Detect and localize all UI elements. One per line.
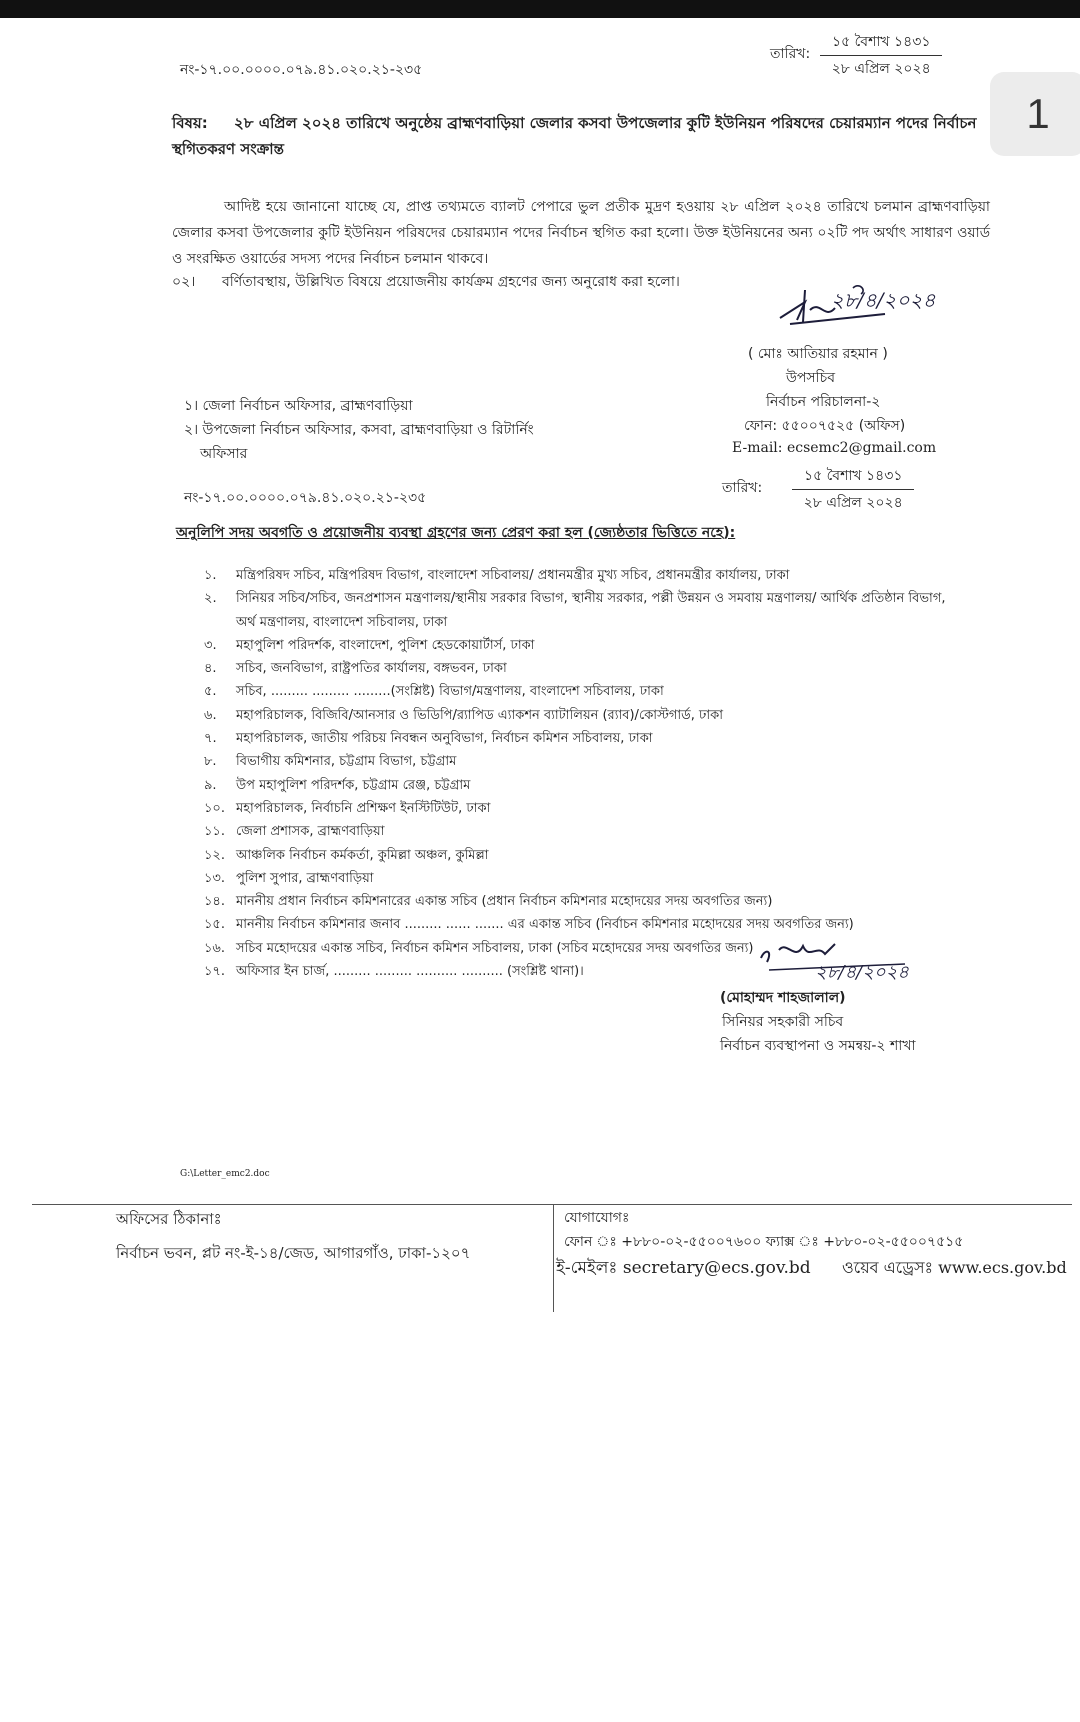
memo-2-ref-number: নং-১৭.০০.০০০০.০৭৯.৪১.০২০.২১-২৩৫ [184,490,427,506]
cc-item: ১০. মহাপরিচালক, নির্বাচনি প্রশিক্ষণ ইনস্টিটিউট, ঢাকা [204,800,491,816]
footer-address: নির্বাচন ভবন, প্লট নং-ই-১৪/জেড, আগারগাঁও, ঢাকা-১২০৭ [116,1244,471,1262]
cc-item: ২. সিনিয়র সচিব/সচিব, জনপ্রশাসন মন্ত্রণালয়/স্থানীয় সরকার বিভাগ, স্থানীয় সরকার, পল্লী উন্নয়ন ও সমবায় মন্ত্রণালয়/ আর্থিক প্রতিষ্ঠান বিভাগ, [204,591,946,607]
signatory-2-department: নির্বাচন ব্যবস্থাপনা ও সমন্বয়-২ শাখা [720,1038,916,1054]
footer-website: ওয়েব এড্রেসঃ www.ecs.gov.bd [842,1258,1067,1277]
cc-list [204,564,1024,983]
cc-item: ১৭. অফিসার ইন চার্জ, ......... ......... .......... .......... (সংশ্লিষ্ট থানা)। [204,964,584,980]
signatory-2-title: সিনিয়র সহকারী সচিব [722,1014,844,1030]
cc-item: ১. মন্ত্রিপরিষদ সচিব, মন্ত্রিপরিষদ বিভাগ, বাংলাদেশ সচিবালয়/ প্রধানমন্ত্রীর মুখ্য সচিব, প্রধানমন্ত্রীর কার্যালয়, ঢাকা [204,568,790,583]
signatory-1-name: ( মোঃ আতিয়ার রহমান ) [748,346,888,362]
cc-item: ৬. মহাপরিচালক, বিজিবি/আনসার ও ভিডিপি/র‍্যাপিড এ্যাকশন ব্যাটালিয়ন (র‍্যাব)/কোস্টগার্ড, ঢাকা [204,707,723,723]
cc-item: ১৩. পুলিশ সুপার, ব্রাহ্মণবাড়িয়া [204,870,374,886]
cc-item: ১২. আঞ্চলিক নির্বাচন কর্মকর্তা, কুমিল্লা অঞ্চল, কুমিল্লা [204,847,489,863]
page-number-badge: 1 [990,72,1080,156]
footer-phone-fax: ফোন ঃ +৮৮০-০২-৫৫০০৭৬০০ ফ্যাক্স ঃ +৮৮০-০২-৫৫০০৭৫১৫ [564,1234,964,1250]
body-paragraph-1: আদিষ্ট হয়ে জানানো যাচ্ছে যে, প্রাপ্ত তথ্যমতে ব্যালট পেপারে ভুল প্রতীক মুদ্রণ হওয়ায় ২৮ এপ্রিল ২০২৪ তারিখে চলমান ব্রাহ্মণবাড়িয়া জেলার কসবা উপজেলার কুটি ইউনিয়ন পরিষদের চেয়ারম্যান পদের নির্বাচন স্থগিত করা হলো। উক্ত ইউনিয়নের অন্য ০২টি পদ অর্থাৎ সাধারণ ওয়ার্ড ও সংরক্ষিত ওয়ার্ডের সদস্য পদের নির্বাচন চলমান থাকবে। [172,199,990,267]
memo-date-bangla: ১৫ বৈশাখ ১৪৩১ [820,32,942,56]
cc-item: ৯. উপ মহাপুলিশ পরিদর্শক, চট্টগ্রাম রেঞ্জ, চট্টগ্রাম [204,777,471,793]
cc-item: ১৫. মাননীয় নির্বাচন কমিশনার জনাব ......... ...... ....... এর একান্ত সচিব (নির্বাচন কমিশনার মহোদয়ের সদয় অবগতির জন্য) [204,917,854,933]
cc-item: ৮. বিভাগীয় কমিশনার, চট্টগ্রাম বিভাগ, চট্টগ্রাম [204,754,457,770]
document-page [0,18,1080,1323]
footer-contact-label: যোগাযোগঃ [564,1210,630,1226]
signature-2-date: ২৮/৪/২০২৪ [815,962,909,983]
body-paragraph-2: বর্ণিতাবস্থায়, উল্লিখিত বিষয়ে প্রয়োজনীয় কার্যক্রম গ্রহণের জন্য অনুরোধ করা হলো। [222,274,680,290]
recipient-2: ২। উপজেলা নির্বাচন অফিসার, কসবা, ব্রাহ্মণবাড়িয়া ও রিটার্নিং [184,422,534,438]
memo-2-date-gregorian: ২৮ এপ্রিল ২০২৪ [803,495,903,511]
body-paragraph-2-number: ০২। [172,274,196,290]
signatory-1-email: E-mail: ecsemc2@gmail.com [732,440,937,456]
recipient-1: ১। জেলা নির্বাচন অফিসার, ব্রাহ্মণবাড়িয়া [184,398,413,414]
memo-date-block [820,32,942,79]
cc-item: ৪. সচিব, জনবিভাগ, রাষ্ট্রপতির কার্যালয়, বঙ্গভবন, ঢাকা [204,661,507,677]
signatory-1-phone: ফোন: ৫৫০০৭৫২৫ (অফিস) [744,418,906,434]
signatory-1-department: নির্বাচন পরিচালনা-২ [766,394,881,410]
subject-label: বিষয়: [172,114,208,132]
cc-item: ১৪. মাননীয় প্রধান নির্বাচন কমিশনারের একান্ত সচিব (প্রধান নির্বাচন কমিশনার মহোদয়ের সদয় অবগতির জন্য) [204,894,773,910]
signatory-2-name: (মোহাম্মদ শাহজালাল) [720,990,846,1006]
memo-2-date-block [792,466,914,513]
cc-item: অর্থ মন্ত্রণালয়, বাংলাদেশ সচিবালয়, ঢাকা [236,614,448,630]
cc-item: ৫. সচিব, ......... ......... .........(সংশ্লিষ্ট) বিভাগ/মন্ত্রণালয়, বাংলাদেশ সচিবালয়, ঢাকা [204,684,664,700]
signature-2 [755,936,945,986]
signature-1 [775,280,950,330]
memo-date-label: তারিখ: [770,46,811,62]
cc-heading: অনুলিপি সদয় অবগতি ও প্রয়োজনীয় ব্যবস্থা গ্রহণের জন্য প্রেরণ করা হল (জ্যেষ্ঠতার ভিত্তিতে নহে): [176,525,736,541]
subject-text: ২৮ এপ্রিল ২০২৪ তারিখে অনুষ্ঠেয় ব্রাহ্মণবাড়িয়া জেলার কসবা উপজেলার কুটি ইউনিয়ন পরিষদের চেয়ারম্যান পদের নির্বাচন স্থগিতকরণ সংক্রান্ত [172,114,977,158]
cc-item: ১৬. সচিব মহোদয়ের একান্ত সচিব, নির্বাচন কমিশন সচিবালয়, ঢাকা (সচিব মহোদয়ের সদয় অবগতির জন্য) [204,940,754,956]
cc-item: ১১. জেলা প্রশাসক, ব্রাহ্মণবাড়িয়া [204,824,385,840]
memo-2-date-bangla: ১৫ বৈশাখ ১৪৩১ [792,466,914,490]
footer-divider [32,1204,1072,1205]
footer-column-divider [553,1204,554,1312]
memo-ref-number: নং-১৭.০০.০০০০.০৭৯.৪১.০২০.২১-২৩৫ [180,62,423,78]
cc-item: ৩. মহাপুলিশ পরিদর্শক, বাংলাদেশ, পুলিশ হেডকোয়ার্টার্স, ঢাকা [204,637,535,653]
file-path: G:\Letter_emc2.doc [180,1169,270,1179]
footer-address-label: অফিসের ঠিকানাঃ [116,1210,222,1228]
subject-line [172,110,992,162]
cc-item: ৭. মহাপরিচালক, জাতীয় পরিচয় নিবন্ধন অনুবিভাগ, নির্বাচন কমিশন সচিবালয়, ঢাকা [204,731,653,747]
signature-1-date: ২৮/৪/২০২৪ [831,288,936,312]
memo-date-gregorian: ২৮ এপ্রিল ২০২৪ [831,61,931,77]
memo-2-date-label: তারিখ: [722,480,763,496]
recipient-2-continued: অফিসার [200,446,248,462]
top-status-bar [0,0,1080,18]
footer-email: ই-মেইলঃ secretary@ecs.gov.bd [556,1258,811,1278]
signatory-1-title: উপসচিব [786,370,836,386]
